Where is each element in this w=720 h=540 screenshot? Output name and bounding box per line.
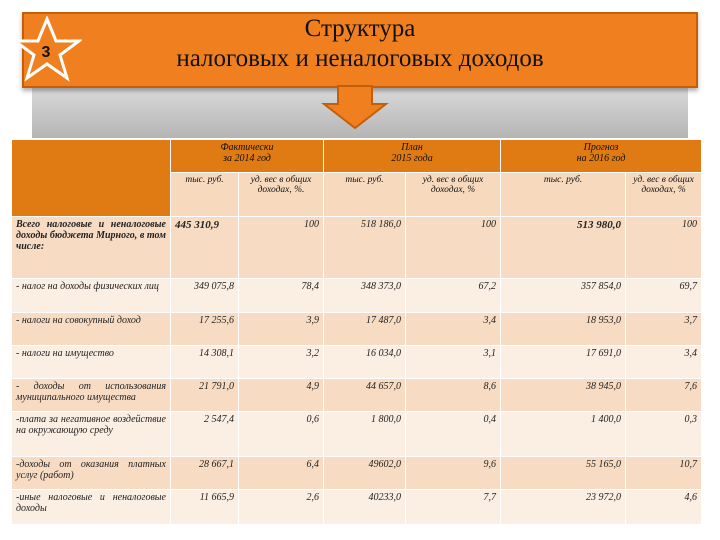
group-header-2015-line1: План [401, 142, 423, 153]
value-cell: 3,7 [626, 313, 702, 346]
value-cell: 8,6 [406, 379, 501, 412]
value-cell: 23 972,0 [501, 490, 626, 525]
value-cell: 100 [626, 217, 702, 279]
value-cell: 18 953,0 [501, 313, 626, 346]
group-header-2014-line2: за 2014 год [223, 153, 271, 164]
slide-number: 3 [41, 44, 51, 61]
value-cell: 17 255,6 [171, 313, 239, 346]
value-cell: 1 400,0 [501, 412, 626, 457]
value-cell: 21 791,0 [171, 379, 239, 412]
group-header-2015 [324, 140, 501, 173]
table-row [12, 379, 702, 412]
value-cell: 3,4 [406, 313, 501, 346]
value-cell: 513 980,0 [501, 217, 626, 279]
value-cell: 49602,0 [324, 457, 406, 490]
table-row [12, 313, 702, 346]
subheader-cell: тыс. руб. [501, 173, 626, 217]
table-row [12, 412, 702, 457]
value-cell: 100 [239, 217, 324, 279]
slide-title-line2: налоговых и неналоговых доходов [176, 45, 544, 72]
group-header-2016 [501, 140, 702, 173]
value-cell: 78,4 [239, 279, 324, 313]
row-label: - налог на доходы физических лиц [12, 279, 171, 313]
value-cell: 0,6 [239, 412, 324, 457]
group-header-row [12, 140, 702, 173]
row-label: -плата за негативное воздействие на окружающую среду [12, 412, 171, 457]
table-row [12, 490, 702, 525]
value-cell: 7,6 [626, 379, 702, 412]
value-cell: 100 [406, 217, 501, 279]
value-cell: 3,1 [406, 346, 501, 379]
value-cell: 0,4 [406, 412, 501, 457]
value-cell: 1 800,0 [324, 412, 406, 457]
value-cell: 3,2 [239, 346, 324, 379]
value-cell: 4,6 [626, 490, 702, 525]
value-cell: 40233,0 [324, 490, 406, 525]
value-cell: 348 373,0 [324, 279, 406, 313]
value-cell: 28 667,1 [171, 457, 239, 490]
subheader-cell: тыс. руб. [171, 173, 239, 217]
value-cell: 3,4 [626, 346, 702, 379]
subheader-cell: уд. вес в общих доходах, % [406, 173, 501, 217]
value-cell: 16 034,0 [324, 346, 406, 379]
value-cell: 349 075,8 [171, 279, 239, 313]
group-header-2016-line2: на 2016 год [576, 153, 626, 164]
value-cell: 55 165,0 [501, 457, 626, 490]
slide-title-line1: Структура [304, 15, 416, 42]
value-cell: 7,7 [406, 490, 501, 525]
row-label: -доходы от оказания платных услуг (работ) [12, 457, 171, 490]
group-header-2014-line1: Фактически [220, 142, 274, 153]
value-cell: 9,6 [406, 457, 501, 490]
revenue-structure-table [11, 139, 702, 525]
row-label: - доходы от использования муниципального имущества [12, 379, 171, 412]
value-cell: 2 547,4 [171, 412, 239, 457]
subheader-cell: уд. вес в общих доходах, % [626, 173, 702, 217]
table-row [12, 279, 702, 313]
table-row [12, 346, 702, 379]
value-cell: 445 310,9 [171, 217, 239, 279]
value-cell: 357 854,0 [501, 279, 626, 313]
value-cell: 38 945,0 [501, 379, 626, 412]
value-cell: 17 487,0 [324, 313, 406, 346]
slide-title [22, 14, 698, 74]
value-cell: 6,4 [239, 457, 324, 490]
group-header-2016-line1: Прогноз [583, 142, 619, 153]
row-label: Всего налоговые и неналоговые доходы бюджета Мирного, в том числе: [12, 217, 171, 279]
value-cell: 17 691,0 [501, 346, 626, 379]
group-header-2015-line2: 2015 года [391, 153, 433, 164]
value-cell: 69,7 [626, 279, 702, 313]
table-row [12, 217, 702, 279]
value-cell: 4,9 [239, 379, 324, 412]
down-arrow-icon [320, 84, 400, 132]
value-cell: 11 665,9 [171, 490, 239, 525]
table-row [12, 457, 702, 490]
value-cell: 2,6 [239, 490, 324, 525]
row-label: -иные налоговые и неналоговые доходы [12, 490, 171, 525]
subheader-cell: уд. вес в общих доходах, %. [239, 173, 324, 217]
value-cell: 67,2 [406, 279, 501, 313]
value-cell: 10,7 [626, 457, 702, 490]
value-cell: 0,3 [626, 412, 702, 457]
header-corner-cell [12, 140, 171, 217]
subheader-cell: тыс. руб. [324, 173, 406, 217]
value-cell: 14 308,1 [171, 346, 239, 379]
value-cell: 518 186,0 [324, 217, 406, 279]
row-label: - налоги на совокупный доход [12, 313, 171, 346]
group-header-2014 [171, 140, 324, 173]
value-cell: 3,9 [239, 313, 324, 346]
value-cell: 44 657,0 [324, 379, 406, 412]
row-label: - налоги на имущество [12, 346, 171, 379]
